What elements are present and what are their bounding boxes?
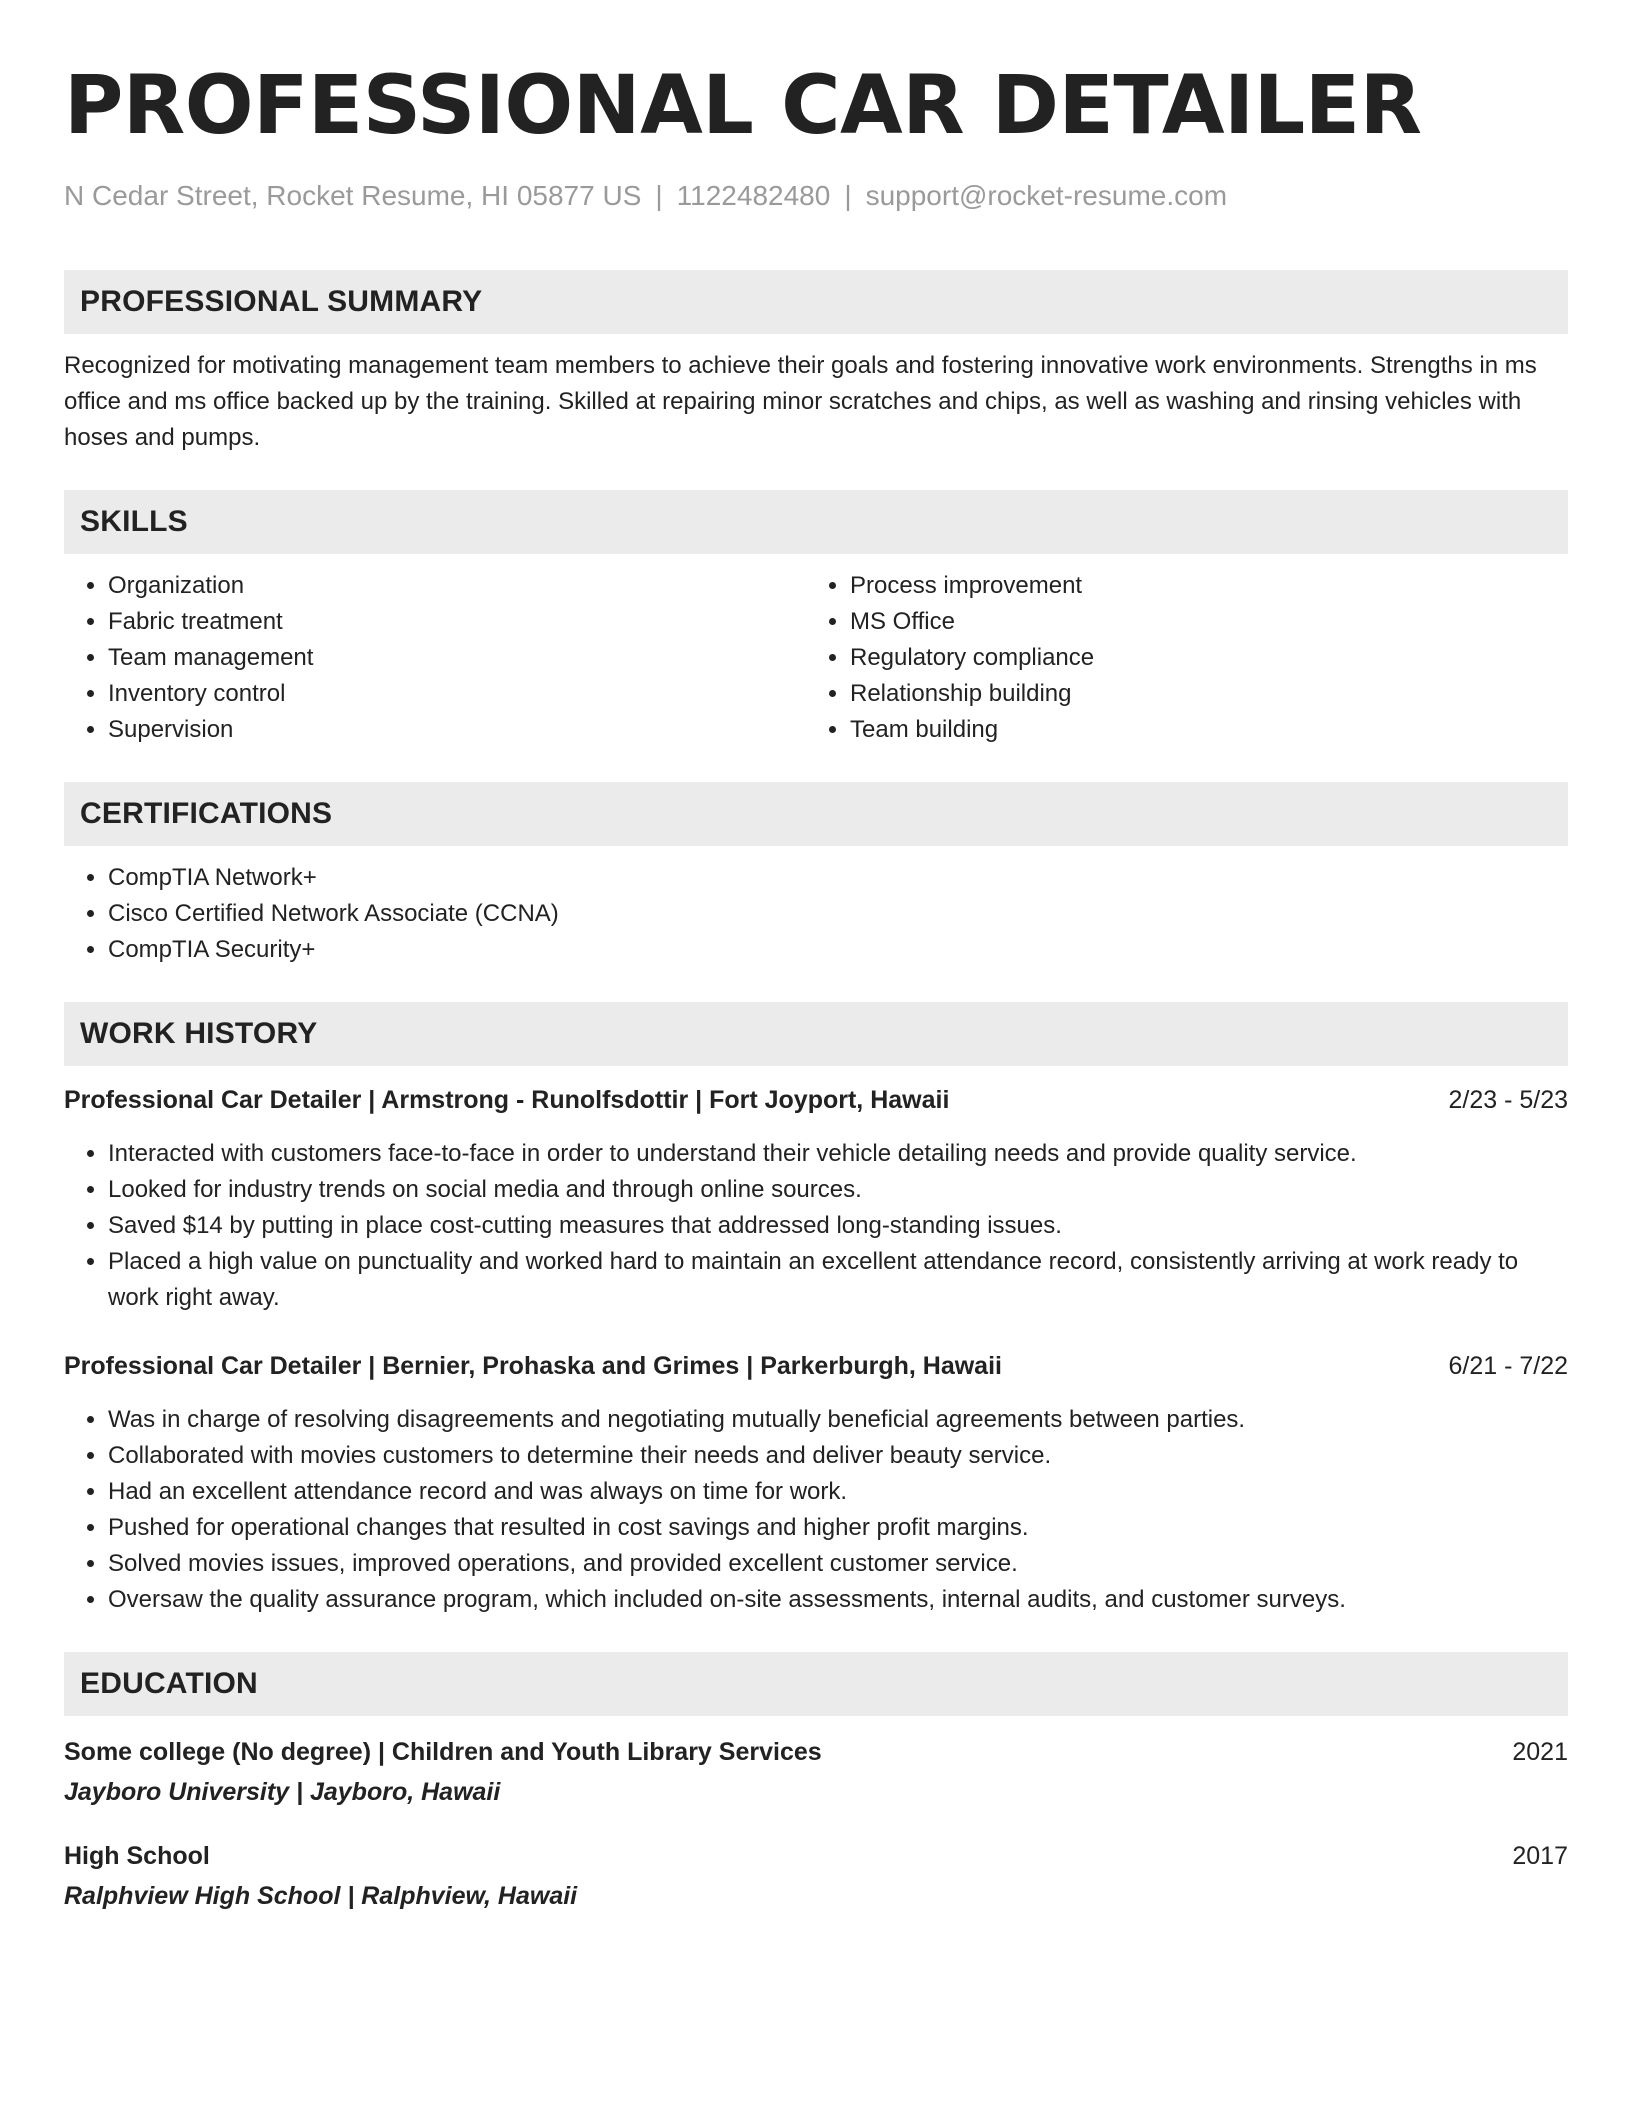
skills-column-right: [806, 568, 1548, 748]
certification-item: • Cisco Certified Network Associate (CCNA): [108, 896, 1568, 932]
job-duty-item: • Saved $14 by putting in place cost-cutting measures that addressed long-standing issues.: [108, 1208, 1568, 1244]
education-title: High School: [64, 1842, 210, 1870]
skill-item: • MS Office: [850, 604, 1548, 640]
skill-item: • Process improvement: [850, 568, 1548, 604]
contact-address: N Cedar Street, Rocket Resume, HI 05877 US: [64, 180, 642, 211]
skill-item: • Fabric treatment: [108, 604, 806, 640]
certifications-list: [64, 860, 1568, 968]
work-history-heading: WORK HISTORY: [64, 1002, 1568, 1066]
job-entry: [64, 1082, 1568, 1316]
contact-phone: 1122482480: [676, 180, 831, 211]
job-entry: [64, 1348, 1568, 1618]
education-year: 2021: [1512, 1738, 1568, 1766]
summary-text: Recognized for motivating management team members to achieve their goals and fostering innovative work environments. Strengths in ms office and ms office backed up by the training. Skilled at repairing minor scratches and chips, as well as washing and rinsing vehicles with hoses and pumps.: [64, 352, 1537, 451]
contact-email: support@rocket-resume.com: [865, 180, 1228, 211]
certification-item: • CompTIA Security+: [108, 932, 1568, 968]
skills-heading: SKILLS: [64, 490, 1568, 554]
job-duty-item: • Pushed for operational changes that resulted in cost savings and higher profit margins.: [108, 1510, 1568, 1546]
education-school: Ralphview High School | Ralphview, Hawaii: [64, 1882, 578, 1910]
education-header: [64, 1838, 1568, 1874]
job-duty-item: • Placed a high value on punctuality and worked hard to maintain an excellent attendance record, consistently arriving at work ready to work right away.: [108, 1244, 1568, 1316]
job-duties: [64, 1136, 1568, 1316]
skills-column-left: [64, 568, 806, 748]
education-school: Jayboro University | Jayboro, Hawaii: [64, 1778, 501, 1806]
job-duty-item: • Looked for industry trends on social media and through online sources.: [108, 1172, 1568, 1208]
contact-line: [64, 176, 1568, 216]
job-header: [64, 1082, 1568, 1118]
skill-item: • Inventory control: [108, 676, 806, 712]
job-duty-item: • Solved movies issues, improved operations, and provided excellent customer service.: [108, 1546, 1568, 1582]
certification-item: • CompTIA Network+: [108, 860, 1568, 896]
job-header: [64, 1348, 1568, 1384]
job-duty-item: • Oversaw the quality assurance program, which included on-site assessments, internal audits, and customer surveys.: [108, 1582, 1568, 1618]
skill-item: • Team management: [108, 640, 806, 676]
job-dates: 6/21 - 7/22: [1448, 1352, 1568, 1380]
education-heading: EDUCATION: [64, 1652, 1568, 1716]
contact-separator: |: [844, 180, 852, 211]
job-duty-item: • Was in charge of resolving disagreements and negotiating mutually beneficial agreements between parties.: [108, 1402, 1568, 1438]
resume-name: PROFESSIONAL CAR DETAILER: [64, 59, 1422, 153]
education-entry: [64, 1838, 1568, 1914]
certifications-heading: CERTIFICATIONS: [64, 782, 1568, 846]
skill-item: • Team building: [850, 712, 1548, 748]
job-title: Professional Car Detailer | Bernier, Prohaska and Grimes | Parkerburgh, Hawaii: [64, 1352, 1002, 1380]
skill-item: • Relationship building: [850, 676, 1548, 712]
education-title: Some college (No degree) | Children and Youth Library Services: [64, 1738, 822, 1766]
skill-item: • Regulatory compliance: [850, 640, 1548, 676]
job-duty-item: • Had an excellent attendance record and was always on time for work.: [108, 1474, 1568, 1510]
education-entry: [64, 1734, 1568, 1810]
skill-item: • Supervision: [108, 712, 806, 748]
contact-separator: |: [655, 180, 663, 211]
job-duty-item: • Interacted with customers face-to-face in order to understand their vehicle detailing needs and provide quality service.: [108, 1136, 1568, 1172]
job-title: Professional Car Detailer | Armstrong - Runolfsdottir | Fort Joyport, Hawaii: [64, 1086, 950, 1114]
skill-item: • Organization: [108, 568, 806, 604]
job-dates: 2/23 - 5/23: [1448, 1086, 1568, 1114]
summary-heading: PROFESSIONAL SUMMARY: [64, 270, 1568, 334]
skills-list: [64, 568, 1568, 748]
job-duty-item: • Collaborated with movies customers to determine their needs and deliver beauty service.: [108, 1438, 1568, 1474]
job-duties: [64, 1402, 1568, 1618]
education-year: 2017: [1512, 1842, 1568, 1870]
education-header: [64, 1734, 1568, 1770]
